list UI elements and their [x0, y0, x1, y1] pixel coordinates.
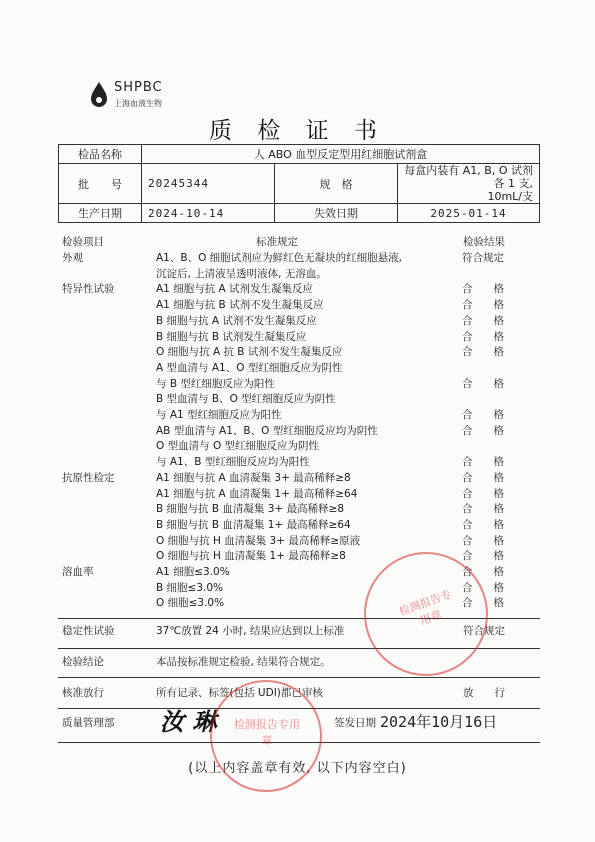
row-result: 合 格 — [462, 550, 504, 562]
inspection-seal — [364, 552, 488, 676]
row-result: 合 格 — [462, 283, 504, 295]
row-standard: A1 细胞≤3.0% — [156, 566, 230, 578]
header-result: 检验结果 — [463, 236, 505, 248]
row-standard: O 细胞与抗 A 抗 B 试剂不发生凝集反应 — [156, 346, 343, 358]
row-standard: AB 型血清与 A1、B、O 型红细胞反应均为阴性 — [156, 425, 378, 437]
row-item-label: 抗原性检定 — [62, 472, 115, 484]
row-result: 合 格 — [462, 409, 504, 421]
release-label: 核准放行 — [62, 687, 104, 699]
row-result: 合 格 — [462, 488, 504, 500]
sign-date-label: 签发日期 — [334, 717, 376, 729]
validity-note: (以上内容盖章有效, 以下内容空白) — [188, 761, 407, 776]
product-info-table — [58, 144, 540, 223]
batch-label: 批 号 — [59, 164, 142, 204]
brand-subtitle: 上海血液生物 — [114, 99, 162, 108]
row-result: 合 格 — [462, 566, 504, 578]
row-result: 合 格 — [462, 456, 504, 468]
product-name-value: 人 ABO 血型反定型用红细胞试剂盒 — [142, 145, 540, 164]
row-standard: B 细胞与抗 A 试剂不发生凝集反应 — [156, 315, 317, 327]
row-standard: A1、B、O 细胞试剂应为鲜红色无凝块的红细胞悬液, — [156, 252, 403, 264]
blood-drop-logo-icon — [88, 80, 110, 114]
header-item: 检验项目 — [62, 236, 104, 248]
conclusion-label: 检验结论 — [62, 656, 104, 668]
conclusion-text: 本品按标准规定检验, 结果符合规定。 — [156, 656, 331, 668]
row-result: 合 格 — [462, 472, 504, 484]
row-result: 合 格 — [462, 299, 504, 311]
qa-signature: 汝 琳 — [160, 707, 217, 736]
row-result: 合 格 — [462, 315, 504, 327]
brand-name: SHPBC — [114, 80, 163, 95]
header-standard: 标准规定 — [256, 236, 298, 248]
row-result: 合 格 — [462, 535, 504, 547]
row-result: 合 格 — [462, 425, 504, 437]
row-standard: O 细胞与抗 H 血清凝集 3+ 最高稀释≥原液 — [156, 535, 361, 547]
stability-text: 37℃放置 24 小时, 结果应达到以上标准 — [156, 625, 345, 637]
expiry-date-label: 失效日期 — [275, 204, 398, 223]
release-result: 放 行 — [463, 687, 505, 699]
row-item-label: 溶血率 — [62, 566, 94, 578]
row-standard: O 细胞≤3.0% — [156, 597, 225, 609]
seal-text-secondary: 检测报告专用章 — [234, 718, 300, 747]
row-standard: 与 A1、B 型红细胞反应均为阳性 — [156, 456, 310, 468]
row-result: 符合规定 — [462, 252, 504, 264]
row-standard: B 细胞≤3.0% — [156, 582, 224, 594]
qa-label: 质量管理部 — [62, 717, 115, 729]
batch-value: 20245344 — [142, 164, 275, 204]
spec-value — [398, 164, 540, 204]
row-result: 合 格 — [462, 597, 504, 609]
release-text: 所有记录、标签(包括 UDI)都已审核 — [156, 687, 323, 699]
row-item-label: 外观 — [62, 252, 83, 264]
spec-label: 规 格 — [275, 164, 398, 204]
row-item-label: 特异性试验 — [62, 283, 115, 295]
stability-label: 稳定性试验 — [62, 625, 115, 637]
page-title: 质 检 证 书 — [209, 118, 386, 144]
production-date-value: 2024-10-14 — [142, 204, 275, 223]
row-standard: A1 细胞与抗 A 试剂发生凝集反应 — [156, 283, 314, 295]
row-standard: B 细胞与抗 B 血清凝集 3+ 最高稀释≥8 — [156, 503, 345, 515]
spec-value-line-1: 每盒内装有 A1, B, O 试剂各 1 支, — [404, 164, 533, 190]
row-standard: B 细胞与抗 B 血清凝集 1+ 最高稀释≥64 — [156, 519, 351, 531]
row-result: 合 格 — [462, 378, 504, 390]
seal-text: 检测报告专用章 — [397, 587, 454, 628]
row-standard: 沉淀后, 上清液呈透明液体, 无溶血。 — [156, 268, 327, 280]
row-result: 合 格 — [462, 331, 504, 343]
row-standard: 与 A1 型红细胞反应为阳性 — [156, 409, 282, 421]
expiry-date-value: 2025-01-14 — [398, 204, 540, 223]
row-standard: A1 细胞与抗 A 血清凝集 3+ 最高稀释≥8 — [156, 472, 351, 484]
divider — [58, 677, 540, 678]
product-name-label: 检品名称 — [59, 145, 142, 164]
row-standard: B 型血清与 B、O 型红细胞反应为阴性 — [156, 393, 336, 405]
inspection-seal-secondary — [210, 680, 322, 792]
row-standard: O 型血清与 O 型红细胞反应为阴性 — [156, 440, 320, 452]
row-standard: 与 B 型红细胞反应为阳性 — [156, 378, 275, 390]
row-standard: A1 细胞与抗 B 试剂不发生凝集反应 — [156, 299, 324, 311]
spec-value-line-2: 10mL/支 — [487, 190, 533, 203]
row-result: 合 格 — [462, 582, 504, 594]
stability-result: 符合规定 — [463, 625, 505, 637]
row-standard: A1 细胞与抗 A 血清凝集 1+ 最高稀释≥64 — [156, 488, 358, 500]
row-result: 合 格 — [462, 503, 504, 515]
row-result: 合 格 — [462, 519, 504, 531]
row-standard: B 细胞与抗 B 试剂发生凝集反应 — [156, 331, 307, 343]
sign-date-value: 2024年10月16日 — [380, 713, 498, 731]
production-date-label: 生产日期 — [59, 204, 142, 223]
row-standard: O 细胞与抗 H 血清凝集 1+ 最高稀释≥8 — [156, 550, 346, 562]
row-standard: A 型血清与 A1、O 型红细胞反应为阴性 — [156, 362, 343, 374]
row-result: 合 格 — [462, 346, 504, 358]
